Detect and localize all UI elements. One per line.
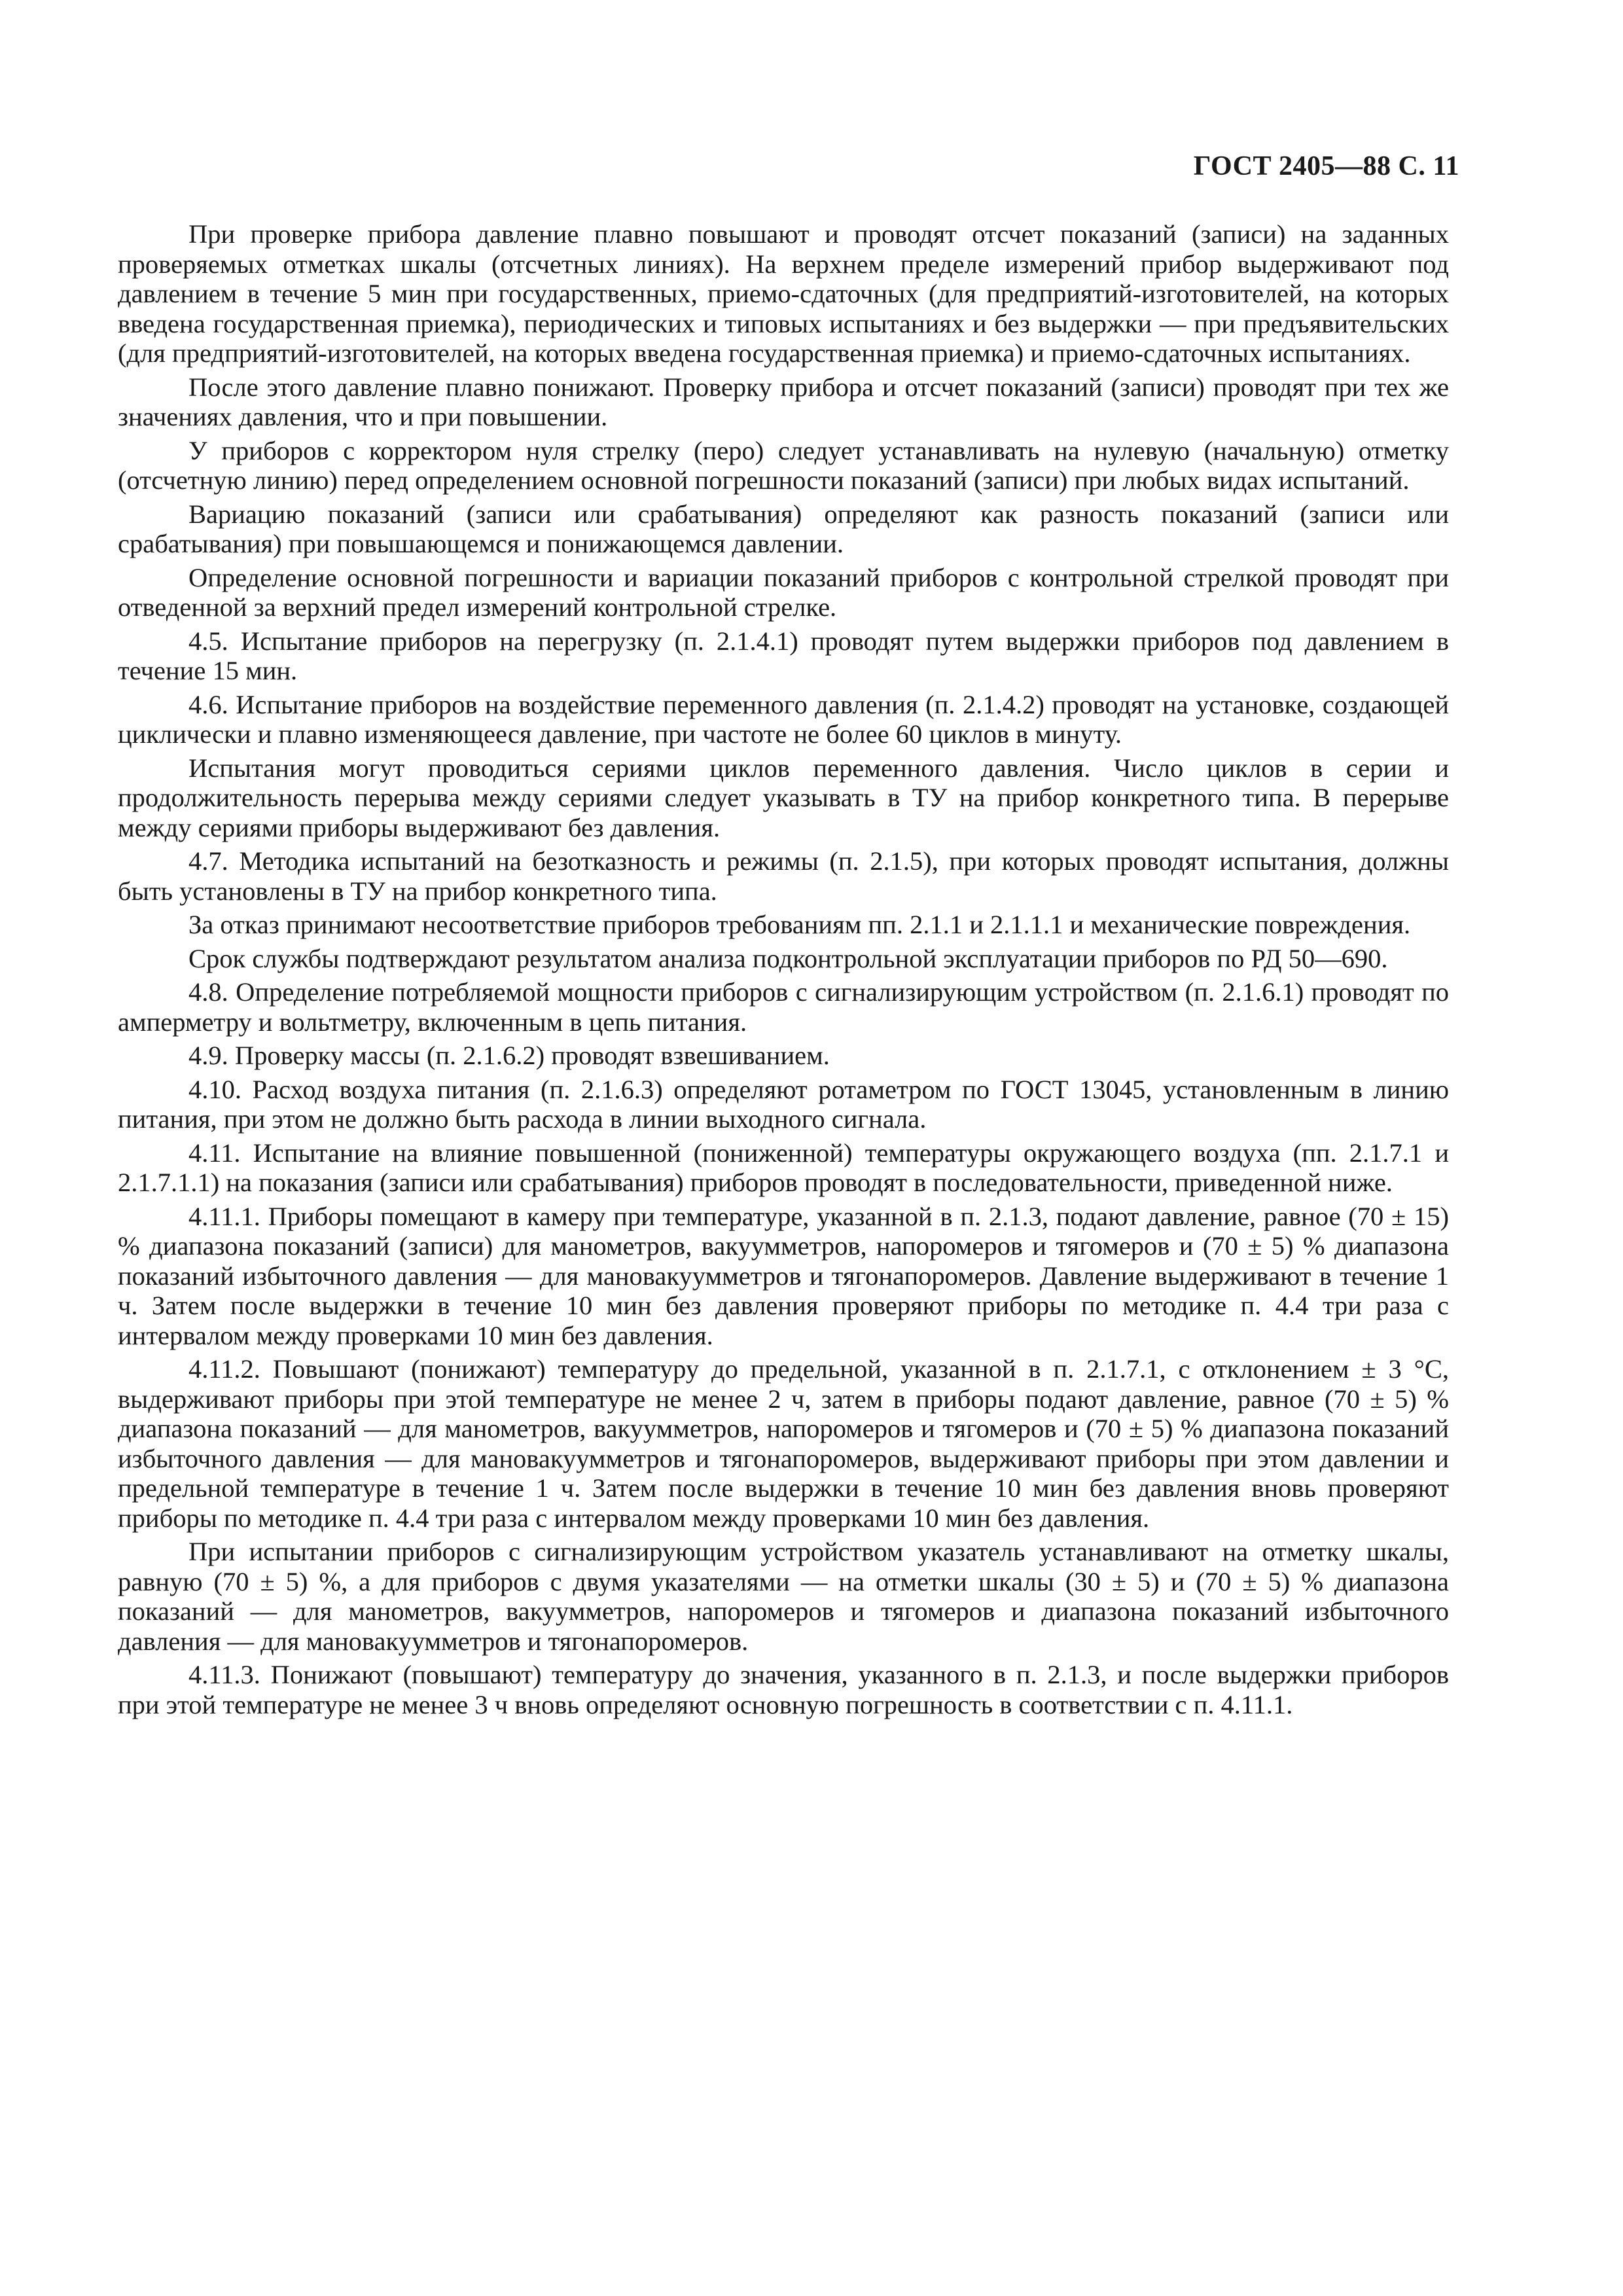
paragraph: После этого давление плавно понижают. Проверку прибора и отсчет показаний (записи) проводят при тех же значениях давления, что и при повышении.	[118, 372, 1449, 431]
paragraph: 4.9. Проверку массы (п. 2.1.6.2) проводят взвешиванием.	[188, 1041, 830, 1070]
paragraph: 4.11.2. Повышают (понижают) температуру до предельной, указанной в п. 2.1.7.1, с отклонением ± 3 °С, выдерживают приборы при этой температуре не менее 2 ч, затем в приборы подают давление, равное (70 ± 5) % диапазона показаний — для манометров, вакуумметров, напоромеров и тягомеров и (70 ± 5) % диапазона показаний избыточного давления — для мановакуумметров и тягонапоромеров, выдерживают приборы при этом давлении и предельной температуре в течение 1 ч. Затем после выдержки в течение 10 мин без давления вновь проверяют приборы по методике п. 4.4 три раза с интервалом между проверками 10 мин без давления.	[118, 1354, 1449, 1533]
paragraph: При проверке прибора давление плавно повышают и проводят отсчет показаний (записи) на заданных проверяемых отметках шкалы (отсчетных линиях). На верхнем пределе измерений прибор выдерживают под давлением в течение 5 мин при государственных, приемо-сдаточных (для предприятий-изготовителей, на которых введена государственная приемка), периодических и типовых испытаниях и без выдержки — при предъявительских (для предприятий-изготовителей, на которых введена государственная приемка) и приемо-сдаточных испытаниях.	[118, 219, 1449, 368]
paragraph: У приборов с корректором нуля стрелку (перо) следует устанавливать на нулевую (начальную) отметку (отсчетную линию) перед определением основной погрешности показаний (записи) при любых видах испытаний.	[118, 435, 1449, 495]
paragraph: Испытания могут проводиться сериями циклов переменного давления. Число циклов в серии и продолжительность перерыва между сериями следует указывать в ТУ на прибор конкретного типа. В перерыве между сериями приборы выдерживают без давления.	[118, 753, 1449, 842]
paragraph: Вариацию показаний (записи или срабатывания) определяют как разность показаний (записи или срабатывания) при повышающемся и понижающемся давлении.	[118, 499, 1449, 558]
paragraph: 4.11.3. Понижают (повышают) температуру до значения, указанного в п. 2.1.3, и после выдержки приборов при этой температуре не менее 3 ч вновь определяют основную погрешность в соответствии с п. 4.11.1.	[118, 1660, 1449, 1719]
paragraph: 4.10. Расход воздуха питания (п. 2.1.6.3) определяют ротаметром по ГОСТ 13045, установленным в линию питания, при этом не должно быть расхода в линии выходного сигнала.	[118, 1074, 1449, 1134]
paragraph: Срок службы подтверждают результатом анализа подконтрольной эксплуатации приборов по РД 50—690.	[188, 943, 1388, 973]
paragraph: 4.6. Испытание приборов на воздействие переменного давления (п. 2.1.4.2) проводят на установке, создающей циклически и плавно изменяющееся давление, при частоте не более 60 циклов в минуту.	[118, 689, 1449, 749]
paragraph: За отказ принимают несоответствие приборов требованиям пп. 2.1.1 и 2.1.1.1 и механические повреждения.	[188, 910, 1411, 939]
paragraph: 4.7. Методика испытаний на безотказность и режимы (п. 2.1.5), при которых проводят испытания, должны быть установлены в ТУ на прибор конкретного типа.	[118, 846, 1449, 906]
paragraph: 4.11. Испытание на влияние повышенной (пониженной) температуры окружающего воздуха (пп. 2.1.7.1 и 2.1.7.1.1) на показания (записи или срабатывания) приборов проводят в последовательности, приведенной ниже.	[118, 1138, 1449, 1197]
paragraph: 4.11.1. Приборы помещают в камеру при температуре, указанной в п. 2.1.3, подают давление, равное (70 ± 15) % диапазона показаний (записи) для манометров, вакуумметров, напоромеров и тягомеров и (70 ± 5) % диапазона показаний избыточного давления — для мановакуумметров и тягонапоромеров. Давление выдерживают в течение 1 ч. Затем после выдержки в течение 10 мин без давления проверяют приборы по методике п. 4.4 три раза с интервалом между проверками 10 мин без давления.	[118, 1201, 1449, 1350]
paragraph: 4.8. Определение потребляемой мощности приборов с сигнализирующим устройством (п. 2.1.6.1) проводят по амперметру и вольтметру, включенным в цепь питания.	[118, 977, 1449, 1037]
document-body	[118, 219, 1449, 1723]
paragraph: При испытании приборов с сигнализирующим устройством указатель устанавливают на отметку шкалы, равную (70 ± 5) %, а для приборов с двумя указателями — на отметки шкалы (30 ± 5) и (70 ± 5) % диапазона показаний — для манометров, вакуумметров, напоромеров и тягомеров и диапазона показаний избыточного давления — для мановакуумметров и тягонапоромеров.	[118, 1537, 1449, 1656]
paragraph: Определение основной погрешности и вариации показаний приборов с контрольной стрелкой проводят при отведенной за верхний предел измерений контрольной стрелке.	[118, 562, 1449, 622]
paragraph: 4.5. Испытание приборов на перегрузку (п. 2.1.4.1) проводят путем выдержки приборов под давлением в течение 15 мин.	[118, 626, 1449, 685]
page-header: ГОСТ 2405—88 С. 11	[1193, 151, 1459, 181]
